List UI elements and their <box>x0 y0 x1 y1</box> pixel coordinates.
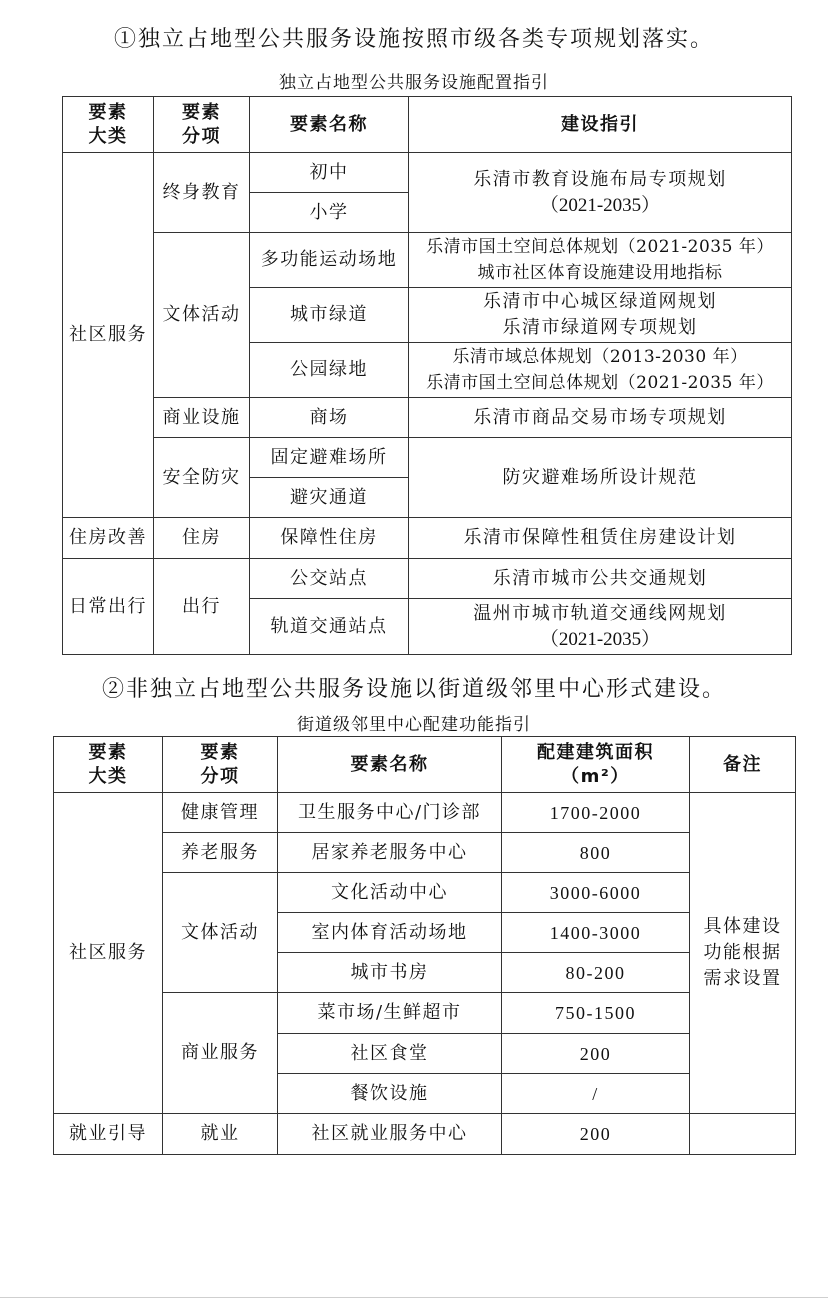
element-cell: 小学 <box>250 193 409 233</box>
table-row <box>63 518 792 559</box>
subcategory-cell: 商业服务 <box>163 993 278 1114</box>
element-cell: 文化活动中心 <box>278 873 502 913</box>
table-row <box>54 1114 796 1155</box>
element-cell: 餐饮设施 <box>278 1074 502 1114</box>
guide-cell: 乐清市国土空间总体规划（2021-2035 年） 城市社区体育设施建设用地指标 <box>409 233 792 288</box>
guide-cell: 乐清市保障性租赁住房建设计划 <box>409 518 792 559</box>
area-cell: 1700-2000 <box>502 793 690 833</box>
guide-cell: 乐清市域总体规划（2013-2030 年） 乐清市国土空间总体规划（2021-2035 年） <box>409 343 792 398</box>
subcategory-cell: 文体活动 <box>154 233 250 398</box>
table-row <box>63 153 792 193</box>
area-cell: 200 <box>502 1034 690 1074</box>
header-element-name: 要素名称 <box>278 737 502 793</box>
table2-caption: 街道级邻里中心配建功能指引 <box>297 715 531 735</box>
table-row <box>54 833 796 873</box>
guide-cell: 乐清市中心城区绿道网规划 乐清市绿道网专项规划 <box>409 288 792 343</box>
area-cell: 750-1500 <box>502 993 690 1034</box>
subcategory-cell: 商业设施 <box>154 398 250 438</box>
area-cell: 200 <box>502 1114 690 1155</box>
element-cell: 社区就业服务中心 <box>278 1114 502 1155</box>
subcategory-cell: 安全防灾 <box>154 438 250 518</box>
area-cell: 1400-3000 <box>502 913 690 953</box>
category-cell: 就业引导 <box>54 1114 163 1155</box>
category-cell: 住房改善 <box>63 518 154 559</box>
area-cell: 80-200 <box>502 953 690 993</box>
table-row <box>54 793 796 833</box>
header-sub-category: 要素 分项 <box>163 737 278 793</box>
element-cell: 室内体育活动场地 <box>278 913 502 953</box>
category-cell: 社区服务 <box>63 153 154 518</box>
header-floor-area: 配建建筑面积 （m²） <box>502 737 690 793</box>
area-cell: 3000-6000 <box>502 873 690 913</box>
header-major-category: 要素 大类 <box>54 737 163 793</box>
subcategory-cell: 文体活动 <box>163 873 278 993</box>
area-cell: 800 <box>502 833 690 873</box>
element-cell: 居家养老服务中心 <box>278 833 502 873</box>
guide-cell: 乐清市商品交易市场专项规划 <box>409 398 792 438</box>
header-major-category: 要素 大类 <box>63 97 154 153</box>
area-cell: / <box>502 1074 690 1114</box>
element-cell: 多功能运动场地 <box>250 233 409 288</box>
guide-cell: 乐清市城市公共交通规划 <box>409 559 792 599</box>
table-header-row <box>54 737 796 793</box>
subcategory-cell: 养老服务 <box>163 833 278 873</box>
neighborhood-center-table <box>53 736 796 1155</box>
element-cell: 轨道交通站点 <box>250 599 409 655</box>
subcategory-cell: 出行 <box>154 559 250 655</box>
section1-heading: ①独立占地型公共服务设施按照市级各类专项规划落实。 <box>113 27 714 52</box>
table-row <box>63 559 792 599</box>
element-cell: 固定避难场所 <box>250 438 409 478</box>
table-row <box>63 438 792 478</box>
header-element-name: 要素名称 <box>250 97 409 153</box>
element-cell: 社区食堂 <box>278 1034 502 1074</box>
category-cell: 日常出行 <box>63 559 154 655</box>
table-row <box>54 873 796 913</box>
guide-cell: 乐清市教育设施布局专项规划 （2021-2035） <box>409 153 792 233</box>
subcategory-cell: 健康管理 <box>163 793 278 833</box>
element-cell: 保障性住房 <box>250 518 409 559</box>
subcategory-cell: 住房 <box>154 518 250 559</box>
guide-cell: 防灾避难场所设计规范 <box>409 438 792 518</box>
element-cell: 避灾通道 <box>250 478 409 518</box>
header-note: 备注 <box>690 737 796 793</box>
element-cell: 城市书房 <box>278 953 502 993</box>
category-cell: 社区服务 <box>54 793 163 1114</box>
guide-cell: 温州市城市轨道交通线网规划 （2021-2035） <box>409 599 792 655</box>
section2-heading: ②非独立占地型公共服务设施以街道级邻里中心形式建设。 <box>101 677 726 702</box>
element-cell: 菜市场/生鲜超市 <box>278 993 502 1034</box>
header-guide: 建设指引 <box>409 97 792 153</box>
element-cell: 公交站点 <box>250 559 409 599</box>
element-cell: 公园绿地 <box>250 343 409 398</box>
table-row <box>63 233 792 288</box>
table-row <box>54 993 796 1034</box>
header-sub-category: 要素 分项 <box>154 97 250 153</box>
page-divider <box>0 1297 828 1298</box>
element-cell: 商场 <box>250 398 409 438</box>
element-cell: 卫生服务中心/门诊部 <box>278 793 502 833</box>
note-cell-empty <box>690 1114 796 1155</box>
note-cell: 具体建设 功能根据 需求设置 <box>690 793 796 1114</box>
subcategory-cell: 就业 <box>163 1114 278 1155</box>
table1-caption: 独立占地型公共服务设施配置指引 <box>279 73 549 93</box>
table-row <box>63 398 792 438</box>
element-cell: 初中 <box>250 153 409 193</box>
table-header-row <box>63 97 792 153</box>
subcategory-cell: 终身教育 <box>154 153 250 233</box>
element-cell: 城市绿道 <box>250 288 409 343</box>
independent-facilities-table <box>62 96 792 655</box>
